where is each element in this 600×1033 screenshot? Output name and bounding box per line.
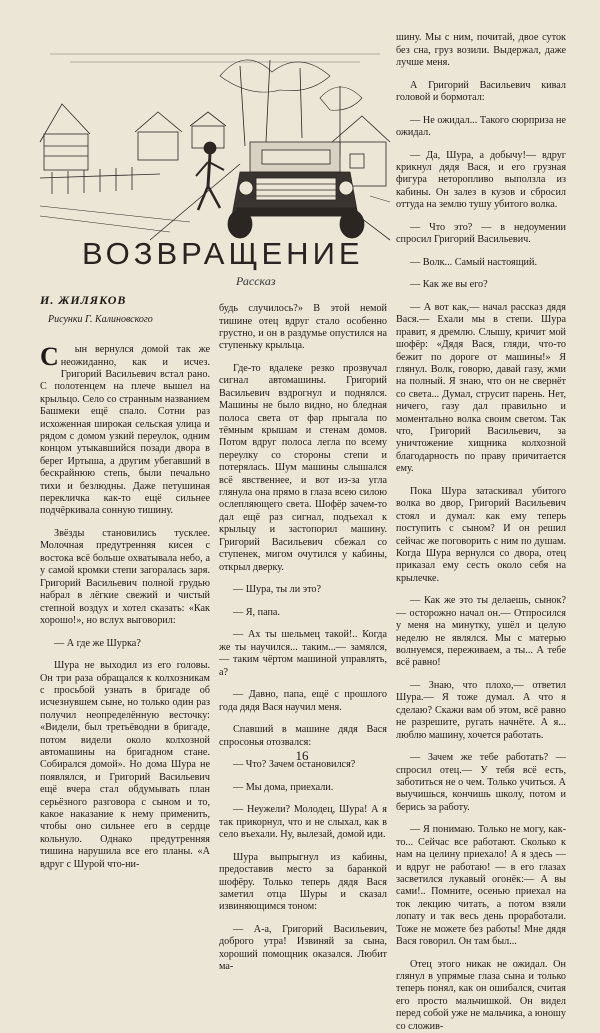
paragraph bbox=[40, 344, 210, 518]
paragraph: — Мы дома, приехали. bbox=[233, 781, 334, 793]
paragraph-text: ын вернулся домой так же неожиданно, как и исчез. Григорий Васильевич встал рано. С полотенцем на плече вышел на крыльцо. Село со странным названием Башмеки ещё спало. Сотни раз исхоженная широкая сельская улица и рядом с домом узкий переулок, одним концом утыкавшийся позади двора в берег Иртыша, а другим убегавший в бескрайнюю степь, были печально тихи и безлюдны. Даже петушиная перекличка как-то ещё сильнее подчёркивала сонную тишину. bbox=[40, 344, 210, 517]
paragraph: — Что это? — в недоумении спросил Григорий Васильевич. bbox=[396, 221, 566, 246]
column-3 bbox=[396, 22, 566, 1032]
illustrator-credit: Рисунки Г. Калиновского bbox=[48, 314, 153, 325]
paragraph: Где-то вдалеке резко прозвучал сигнал автомашины. Григорий Васильевич вздрогнул и поднялся. Машины не было видно, но бледная полоса света от фар прыгала по тёмным крышам и стенам домов. Потом вдруг полоса легла по всему переулку со стороны степи и потерялась. Шум машины слышался всё явственнее, и вот из-за угла глянула она прямо в глаза всею силою ослепляющего света. Шофёр зачем-то дал ещё раз сигнал, подъехал к крыльцу и застопорил машину. Григорий Васильевич сбежал со ступенек, мигом очутился у кабины, открыл дверку. bbox=[219, 363, 387, 573]
story-subtitle: Рассказ bbox=[236, 274, 276, 288]
paragraph: Звёзды становились тусклее. Молочная предутренняя кисея с востока всё больше охватывала небо, а у самой кромки степи загоралась заря. Григорий Васильевич полной грудью набрал в лёгкие свежий и чистый степной воздух и хотел сказать: «Как хорошо!», но вслух выговорил: bbox=[40, 528, 210, 626]
paragraph: — Волк... Самый настоящий. bbox=[410, 256, 538, 268]
paragraph: — А где же Шурка? bbox=[54, 637, 141, 649]
paragraph: — Как же это ты делаешь, сынок? — осторожно начал он.— Отпросился у меня на минутку, ушёл и целую неделю не являлся. Мы с матерью волнуемся, переживаем, а ты... А тебе всё равно! bbox=[396, 595, 566, 669]
story-title: ВОЗВРАЩЕНИЕ bbox=[82, 236, 364, 271]
paragraph: — Я понимаю. Только не могу, как-то... Сейчас все работают. Сколько к нам на целину приехало! А я здесь — и вдруг не работаю! — в его глазах засветился лукавый огонёк:— А вы сами!.. Помните, осенью приехал на ток лекцию читать, а потом взяли лопату и так весь день проработали. Тоже не можете без работы! Мне дядя Вася говорил. Он там был... bbox=[396, 824, 566, 948]
paragraph: — Что? Зачем остановился? bbox=[233, 759, 356, 771]
drop-cap: С bbox=[40, 342, 59, 372]
paragraph: — Давно, папа, ещё с прошлого года дядя Вася научил меня. bbox=[219, 689, 387, 713]
paragraph: — Не ожидал... Такого сюрприза не ожидал. bbox=[396, 114, 566, 138]
paragraph: — А вот как,— начал рассказ дядя Вася.— Ехали мы в степи. Шура правит, я дремлю. Слышу, кричит мой шофёр: «Дядя Вася, гляди, что-то бежит по дороге от машины!» Я глянул. Волк, говорю, давай газу, жми на полный. Я знаю, что он не свернёт со света... Думал, струсит парень. Нет, ничего, газу дал правильно и моментально волка своим светом. Так что, Григорий Васильевич, за уничтожение хищника колхозной благодарность по праву причитается ему. bbox=[396, 302, 566, 475]
author-name: И. ЖИЛЯКОВ bbox=[40, 293, 127, 307]
paragraph: — А-а, Григорий Васильевич, доброго утра! Извиняй за сына, хороший помощник оказался. Любит ма- bbox=[219, 923, 387, 973]
paragraph: — Как же вы его? bbox=[410, 279, 488, 291]
paragraph: будь случилось?» В этой немой тишине отец вдруг стало особенно грустно, и он в раздумье опустился на ступеньку крыльца. bbox=[219, 303, 387, 352]
paragraph: — Зачем же тебе работать? — спросил отец.— У тебя всё есть, заботиться не о чем. Только учиться. А выучишься, кончишь школу, потом и берись за работу. bbox=[396, 752, 566, 813]
paragraph: — Ах ты шельмец такой!.. Когда же ты научился... таким...— замялся,— таким чёртом машиной управлять, а? bbox=[219, 629, 387, 678]
paragraph: Спавший в машине дядя Вася спросонья отозвался: bbox=[219, 724, 387, 748]
paragraph: Отец этого никак не ожидал. Он глянул в упрямые глаза сына и только теперь понял, как он ошибался, считая его просто мальчишкой. Он видел перед собой уже не мальчика, а юношу со сложив- bbox=[396, 958, 566, 1032]
paragraph: Пока Шура затаскивал убитого волка во двор, Григорий Васильевич стоял и думал: как ему теперь поступить с сыном? И он решил сейчас же поговорить с ним по душам. Когда Шура вернулся со двора, отец приказал ему сесть около себя на крылечке. bbox=[396, 485, 566, 584]
page-number: 16 bbox=[295, 748, 309, 763]
paragraph: — Знаю, что плохо,— ответил Шура.— Я тоже думал. А что я сделаю? Скажи вам об этом, всё равно не разрешите, ругать начнёте. А я... люблю машину, хочется работать. bbox=[396, 679, 566, 741]
paragraph: — Неужели? Молодец, Шура! А я так прикорнул, что и не слыхал, как в село въехали. Ну, вылезай, домой иди. bbox=[219, 804, 387, 841]
column-1 bbox=[40, 334, 210, 870]
paragraph: — Я, папа. bbox=[233, 606, 280, 618]
truck-illustration bbox=[40, 46, 390, 240]
paragraph: Шура не выходил из его головы. Он три раза обращался к колхозникам с просьбой узнать в бригаде об исчезнувшем сыне, но только один раз получил неопределённую весточку: «Видели, был третьёводни в бригаде, потом видели около колхозной автомашины на бригадном стане. Собирался домой». Но дома Шура не появлялся, и Григорий Васильевич ещё вчера стал обдумывать план серьёзного разговора с сыном и то, какое наказание к нему применить, чтобы оно сильнее его в сердце кольнуло. Однако предутренняя тишина нарушила все его планы. «А вдруг с Шурой что-ни- bbox=[40, 660, 210, 870]
paragraph: — Да, Шура, а добычу!— вдруг крикнул дядя Вася, и его грузная фигура неторопливо выползла из кабины. Он залез в кузов и сбросил оттуда на землю тушу убитого волка. bbox=[396, 149, 566, 211]
paragraph: шину. Мы с ним, почитай, двое суток без сна, груз возили. Выдержал, даже лучше меня. bbox=[396, 32, 566, 68]
paragraph: Шура выпрыгнул из кабины, предоставив место за баранкой шофёру. Только теперь дядя Вася заметил отца Шуры и сказал извиняющимся тоном: bbox=[219, 851, 387, 913]
paragraph: А Григорий Васильевич кивал головой и бормотал: bbox=[396, 79, 566, 103]
paragraph: — Шура, ты ли это? bbox=[233, 584, 322, 596]
